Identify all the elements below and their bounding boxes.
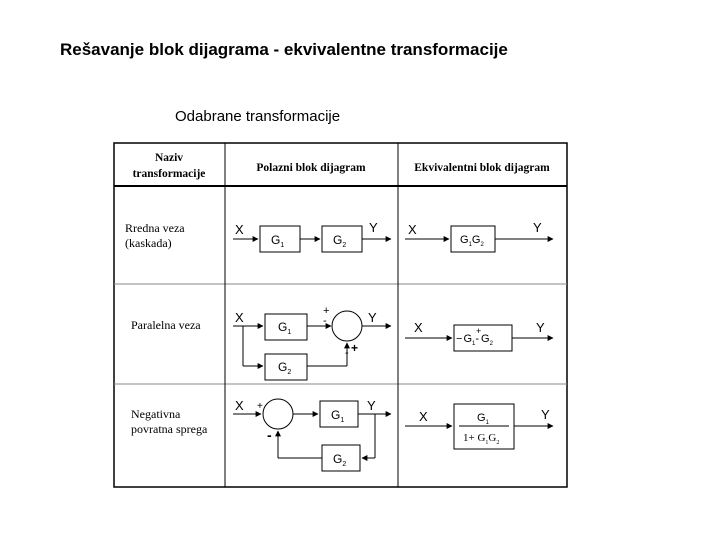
row3-eq-input-label: X [419, 409, 428, 424]
row1-eq-input-label: X [408, 222, 417, 237]
row3-input-label: X [235, 398, 244, 413]
row1-output-label: Y [369, 220, 378, 235]
transformations-table [113, 142, 568, 488]
header-col3: Ekvivalentni blok dijagram [414, 162, 550, 174]
row1-name-line2: (kaskada) [125, 236, 172, 250]
row1-input-label: X [235, 222, 244, 237]
row3-eq-denominator: $1+ G_1G_2$ [463, 432, 500, 446]
row1-g1-label: $G_1$ [271, 233, 285, 249]
row2-name-line1: Paralelna veza [131, 318, 201, 332]
row3-g2-label: $G_2$ [333, 452, 347, 468]
transformations-diagram [113, 142, 568, 488]
row1-name-line1: Rredna veza [125, 221, 185, 235]
row2-eq-output-label: Y [536, 320, 545, 335]
row-feedback [131, 398, 553, 471]
page-title: Rešavanje blok dijagrama - ekvivalentne transformacije [60, 40, 508, 59]
row2-g2-label: $G_2$ [278, 360, 292, 376]
row2-g1-label: $G_1$ [278, 320, 292, 336]
row3-name-line1: Negativna [131, 407, 181, 421]
row2-input-label: X [235, 310, 244, 325]
row3-eq-output-label: Y [541, 407, 550, 422]
row1-eq-block-label: $G_1G_2$ [460, 234, 484, 248]
row2-output-label: Y [368, 310, 377, 325]
row3-output-label: Y [367, 398, 376, 413]
row1-original-diagram [233, 226, 391, 252]
row2-eq-block-label: $-G_1-$ $G_2$ [456, 333, 493, 347]
row1-g2-label: $G_2$ [333, 233, 347, 249]
row2-sign-top: + [323, 305, 330, 317]
header-col2: Polazni blok dijagram [256, 162, 366, 174]
subtitle: Odabrane transformacije [175, 108, 341, 125]
header-col1-line1: Naziv [154, 152, 184, 164]
row2-summing-junction [332, 311, 362, 341]
row2-eq-plus: + [476, 326, 482, 336]
row3-g1-label: $G_1$ [331, 408, 345, 424]
row2-sign-bottom-minus: - [345, 347, 349, 359]
row3-eq-numerator: $G_1$ [477, 412, 489, 426]
row2-sign-bottom-plus: + [351, 341, 359, 355]
header-col1-line2: transformacije [132, 168, 206, 180]
row-cascade [125, 220, 553, 252]
row1-eq-output-label: Y [533, 220, 542, 235]
table-header [133, 152, 551, 180]
row3-sign-plus: + [257, 401, 263, 412]
row2-sign-top2: - [323, 315, 327, 327]
row2-eq-input-label: X [414, 320, 423, 335]
row3-name-line2: povratna sprega [131, 422, 208, 436]
row3-summing-junction [263, 399, 293, 429]
row3-sign-minus: - [267, 427, 272, 443]
row-parallel [131, 305, 553, 380]
